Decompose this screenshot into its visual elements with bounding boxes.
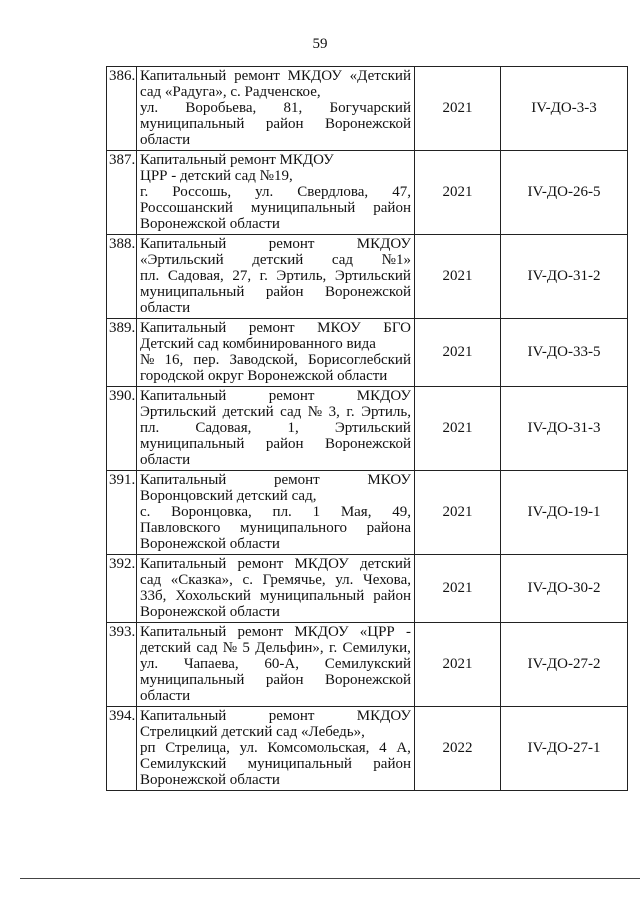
description-line	[140, 724, 411, 740]
object-description-cell	[137, 471, 415, 555]
object-description-cell	[137, 555, 415, 623]
description-word: Детский сад комбинированного вида	[140, 336, 376, 352]
object-code-cell: IV-ДО-26-5	[501, 151, 628, 235]
description-word: 5	[242, 640, 250, 656]
description-word: район	[265, 284, 304, 300]
description-line	[140, 772, 411, 788]
object-code-cell: IV-ДО-31-3	[501, 387, 628, 471]
description-word: А,	[396, 740, 411, 756]
description-word: Дельфин»,	[255, 640, 324, 656]
description-word: МКДОУ	[287, 68, 342, 84]
description-word: Стрелицкий детский сад «Лебедь»,	[140, 724, 365, 740]
description-line	[140, 572, 411, 588]
row-number-cell: 389.	[107, 319, 137, 387]
object-description-cell	[137, 623, 415, 707]
description-word: ремонт	[273, 472, 320, 488]
description-word: Заводской,	[229, 352, 298, 368]
description-word: муниципальный	[140, 116, 245, 132]
description-line	[140, 436, 411, 452]
description-word: рп	[140, 740, 156, 756]
table-row	[107, 555, 628, 623]
description-word: «Эртильский	[140, 252, 224, 268]
year-cell: 2021	[415, 387, 501, 471]
description-word: Эртильский	[334, 268, 411, 284]
description-word: сад	[140, 572, 162, 588]
description-word: сад	[280, 404, 302, 420]
table-row	[107, 151, 628, 235]
description-word: район	[373, 200, 411, 216]
description-word: ул.	[239, 740, 258, 756]
description-word: район	[373, 756, 411, 772]
description-line	[140, 472, 411, 488]
description-word: Свердлова,	[297, 184, 369, 200]
description-word: Воронежской области	[140, 536, 280, 552]
description-word: пл.	[272, 504, 292, 520]
description-line	[140, 672, 411, 688]
description-word: с.	[242, 572, 253, 588]
description-line	[140, 216, 411, 232]
description-word: г.	[346, 404, 355, 420]
object-description-cell	[137, 67, 415, 151]
description-word: ремонт	[268, 388, 315, 404]
year-cell: 2021	[415, 319, 501, 387]
description-word: сад	[331, 252, 354, 268]
description-word: Капитальный	[140, 388, 227, 404]
row-number-cell: 387.	[107, 151, 137, 235]
description-line	[140, 756, 411, 772]
description-line	[140, 352, 411, 368]
table-row	[107, 67, 628, 151]
description-word: детский	[222, 404, 274, 420]
page-bottom-rule	[20, 878, 640, 879]
description-word: Воронежской	[324, 284, 411, 300]
description-word: №	[307, 404, 323, 420]
description-word: БГО	[383, 320, 411, 336]
row-number-cell: 393.	[107, 623, 137, 707]
description-word: 3,	[328, 404, 340, 420]
description-word: ремонт	[268, 708, 315, 724]
description-word: области	[140, 132, 191, 148]
description-word: 16,	[164, 352, 184, 368]
object-description-cell	[137, 387, 415, 471]
description-word: детский	[359, 556, 411, 572]
description-word: Капитальный	[140, 624, 227, 640]
description-word: области	[140, 300, 191, 316]
table-row	[107, 623, 628, 707]
description-word: муниципальный	[250, 200, 356, 216]
year-cell: 2021	[415, 471, 501, 555]
row-number-cell: 391.	[107, 471, 137, 555]
description-word: Эртиль,	[361, 404, 411, 420]
description-word: Стрелица,	[165, 740, 230, 756]
description-line	[140, 604, 411, 620]
object-description-cell	[137, 235, 415, 319]
object-code-cell: IV-ДО-31-2	[501, 235, 628, 319]
description-word: 1	[312, 504, 321, 520]
description-line	[140, 184, 411, 200]
description-word: Воронцовский детский сад,	[140, 488, 317, 504]
description-line	[140, 504, 411, 520]
description-word: район	[265, 672, 304, 688]
object-code-cell: IV-ДО-27-1	[501, 707, 628, 791]
description-word: Чехова,	[363, 572, 411, 588]
description-line	[140, 556, 411, 572]
description-word: пер.	[193, 352, 220, 368]
description-word: МКДОУ	[294, 556, 349, 572]
description-word: Воронежской области	[140, 604, 280, 620]
description-word: 81,	[283, 100, 303, 116]
year-cell: 2022	[415, 707, 501, 791]
description-word: Россошанский	[140, 200, 233, 216]
table-row	[107, 387, 628, 471]
row-number-cell: 394.	[107, 707, 137, 791]
description-word: Чапаева,	[183, 656, 239, 672]
description-word: Капитальный	[140, 472, 227, 488]
description-word: пл.	[140, 268, 160, 284]
year-cell: 2021	[415, 555, 501, 623]
description-word: ремонт	[268, 236, 315, 252]
description-word: Воронежской области	[140, 772, 280, 788]
description-word: муниципальный	[247, 756, 352, 772]
description-word: муниципальный	[140, 672, 245, 688]
description-word: Семилуки,	[342, 640, 411, 656]
works-table-body	[107, 67, 628, 791]
description-line	[140, 320, 411, 336]
description-word: детский	[252, 252, 304, 268]
description-word: МКОУ	[367, 472, 411, 488]
description-line	[140, 368, 411, 384]
description-line	[140, 152, 411, 168]
description-word: «Сказка»,	[170, 572, 233, 588]
description-line	[140, 520, 411, 536]
description-line	[140, 420, 411, 436]
description-word: Мая,	[340, 504, 372, 520]
year-cell: 2021	[415, 235, 501, 319]
description-word: ремонт	[234, 68, 280, 84]
description-line	[140, 588, 411, 604]
description-line	[140, 740, 411, 756]
year-cell: 2021	[415, 151, 501, 235]
object-description-cell	[137, 707, 415, 791]
description-word: Садовая,	[167, 268, 224, 284]
description-word: г.	[328, 640, 338, 656]
table-row	[107, 707, 628, 791]
description-word: Капитальный	[140, 320, 227, 336]
description-word: с.	[140, 504, 151, 520]
row-number-cell: 388.	[107, 235, 137, 319]
object-code-cell: IV-ДО-30-2	[501, 555, 628, 623]
object-code-cell: IV-ДО-33-5	[501, 319, 628, 387]
description-word: ЦРР - детский сад №19,	[140, 168, 293, 184]
object-code-cell: IV-ДО-19-1	[501, 471, 628, 555]
description-word: Воронежской	[324, 436, 411, 452]
description-word: муниципальный	[140, 284, 245, 300]
description-word: район	[265, 436, 304, 452]
description-line	[140, 488, 411, 504]
description-word: «ЦРР	[359, 624, 395, 640]
description-word: МКДОУ	[356, 708, 411, 724]
description-word: Россошь,	[172, 184, 232, 200]
description-word: Капитальный	[140, 556, 227, 572]
description-line	[140, 116, 411, 132]
description-word: сад	[196, 640, 218, 656]
description-word: Воронежской	[324, 116, 411, 132]
works-table	[106, 66, 628, 791]
description-line	[140, 268, 411, 284]
description-word: район	[373, 588, 411, 604]
description-word: Эртильский	[334, 420, 411, 436]
description-word: МКДОУ	[294, 624, 349, 640]
description-word: МКОУ	[317, 320, 361, 336]
description-word: Семилукский	[324, 656, 411, 672]
row-number-cell: 392.	[107, 555, 137, 623]
table-row	[107, 235, 628, 319]
description-word: МКДОУ	[356, 388, 411, 404]
description-word: 27,	[232, 268, 252, 284]
description-word: Павловского	[140, 520, 221, 536]
object-code-cell: IV-ДО-27-2	[501, 623, 628, 707]
description-line	[140, 168, 411, 184]
description-line	[140, 300, 411, 316]
description-word: 49,	[392, 504, 411, 520]
description-word: сад «Радуга», с. Радченское,	[140, 84, 321, 100]
year-cell: 2021	[415, 623, 501, 707]
description-word: Воронцовка,	[171, 504, 252, 520]
description-line	[140, 84, 411, 100]
description-line	[140, 688, 411, 704]
description-word: области	[140, 452, 191, 468]
row-number-cell: 386.	[107, 67, 137, 151]
description-word: №	[222, 640, 238, 656]
description-word: ремонт	[237, 556, 284, 572]
description-word: Гремячье,	[262, 572, 326, 588]
description-line	[140, 252, 411, 268]
description-word: №	[140, 352, 155, 368]
description-word: «Детский	[349, 68, 411, 84]
description-word: 60-А,	[264, 656, 299, 672]
description-line	[140, 452, 411, 468]
description-word: район	[265, 116, 304, 132]
description-word: Борисоглебский	[308, 352, 411, 368]
description-word: ремонт	[248, 320, 295, 336]
description-line	[140, 336, 411, 352]
description-word: Эртильский	[140, 404, 217, 420]
description-word: №1»	[381, 252, 411, 268]
description-word: муниципальный	[140, 436, 245, 452]
description-word: Воронежской	[324, 672, 411, 688]
description-word: детский	[140, 640, 192, 656]
description-word: Капитальный	[140, 236, 227, 252]
description-word: 47,	[392, 184, 411, 200]
description-word: Комсомольская,	[267, 740, 370, 756]
description-line	[140, 624, 411, 640]
description-line	[140, 100, 411, 116]
description-word: района	[366, 520, 411, 536]
description-line	[140, 200, 411, 216]
table-row	[107, 319, 628, 387]
description-word: пл.	[140, 420, 160, 436]
description-word: Воронежской области	[140, 216, 280, 232]
description-line	[140, 388, 411, 404]
description-word: ул.	[140, 100, 159, 116]
object-description-cell	[137, 319, 415, 387]
description-line	[140, 68, 411, 84]
description-line	[140, 640, 411, 656]
description-line	[140, 536, 411, 552]
object-description-cell	[137, 151, 415, 235]
description-word: Капитальный	[140, 68, 227, 84]
description-word: Эртиль,	[276, 268, 327, 284]
description-word: Садовая,	[195, 420, 252, 436]
description-line	[140, 132, 411, 148]
description-word: муниципального	[239, 520, 347, 536]
row-number-cell: 390.	[107, 387, 137, 471]
description-line	[140, 404, 411, 420]
year-cell: 2021	[415, 67, 501, 151]
description-word: МКДОУ	[356, 236, 411, 252]
description-word: Капитальный	[140, 708, 227, 724]
description-word: 33б,	[140, 588, 167, 604]
description-word: Воробьева,	[185, 100, 257, 116]
description-word: Хохольский	[175, 588, 251, 604]
description-word: городской округ Воронежской области	[140, 368, 388, 384]
description-line	[140, 284, 411, 300]
page-number: 59	[312, 36, 328, 52]
object-code-cell: IV-ДО-3-3	[501, 67, 628, 151]
description-line	[140, 656, 411, 672]
description-word: муниципальный	[259, 588, 365, 604]
description-word: 4	[379, 740, 387, 756]
description-word: 1,	[287, 420, 299, 436]
description-word: Богучарский	[329, 100, 411, 116]
description-word: ул.	[255, 184, 274, 200]
description-word: Семилукский	[140, 756, 227, 772]
description-word: ул.	[140, 656, 159, 672]
description-word: -	[405, 624, 411, 640]
description-word: г.	[140, 184, 149, 200]
description-line	[140, 236, 411, 252]
description-word: Капитальный ремонт МКДОУ	[140, 152, 334, 168]
table-row	[107, 471, 628, 555]
description-word: ул.	[335, 572, 354, 588]
description-line	[140, 708, 411, 724]
description-word: области	[140, 688, 191, 704]
description-word: г.	[259, 268, 268, 284]
description-word: ремонт	[237, 624, 284, 640]
